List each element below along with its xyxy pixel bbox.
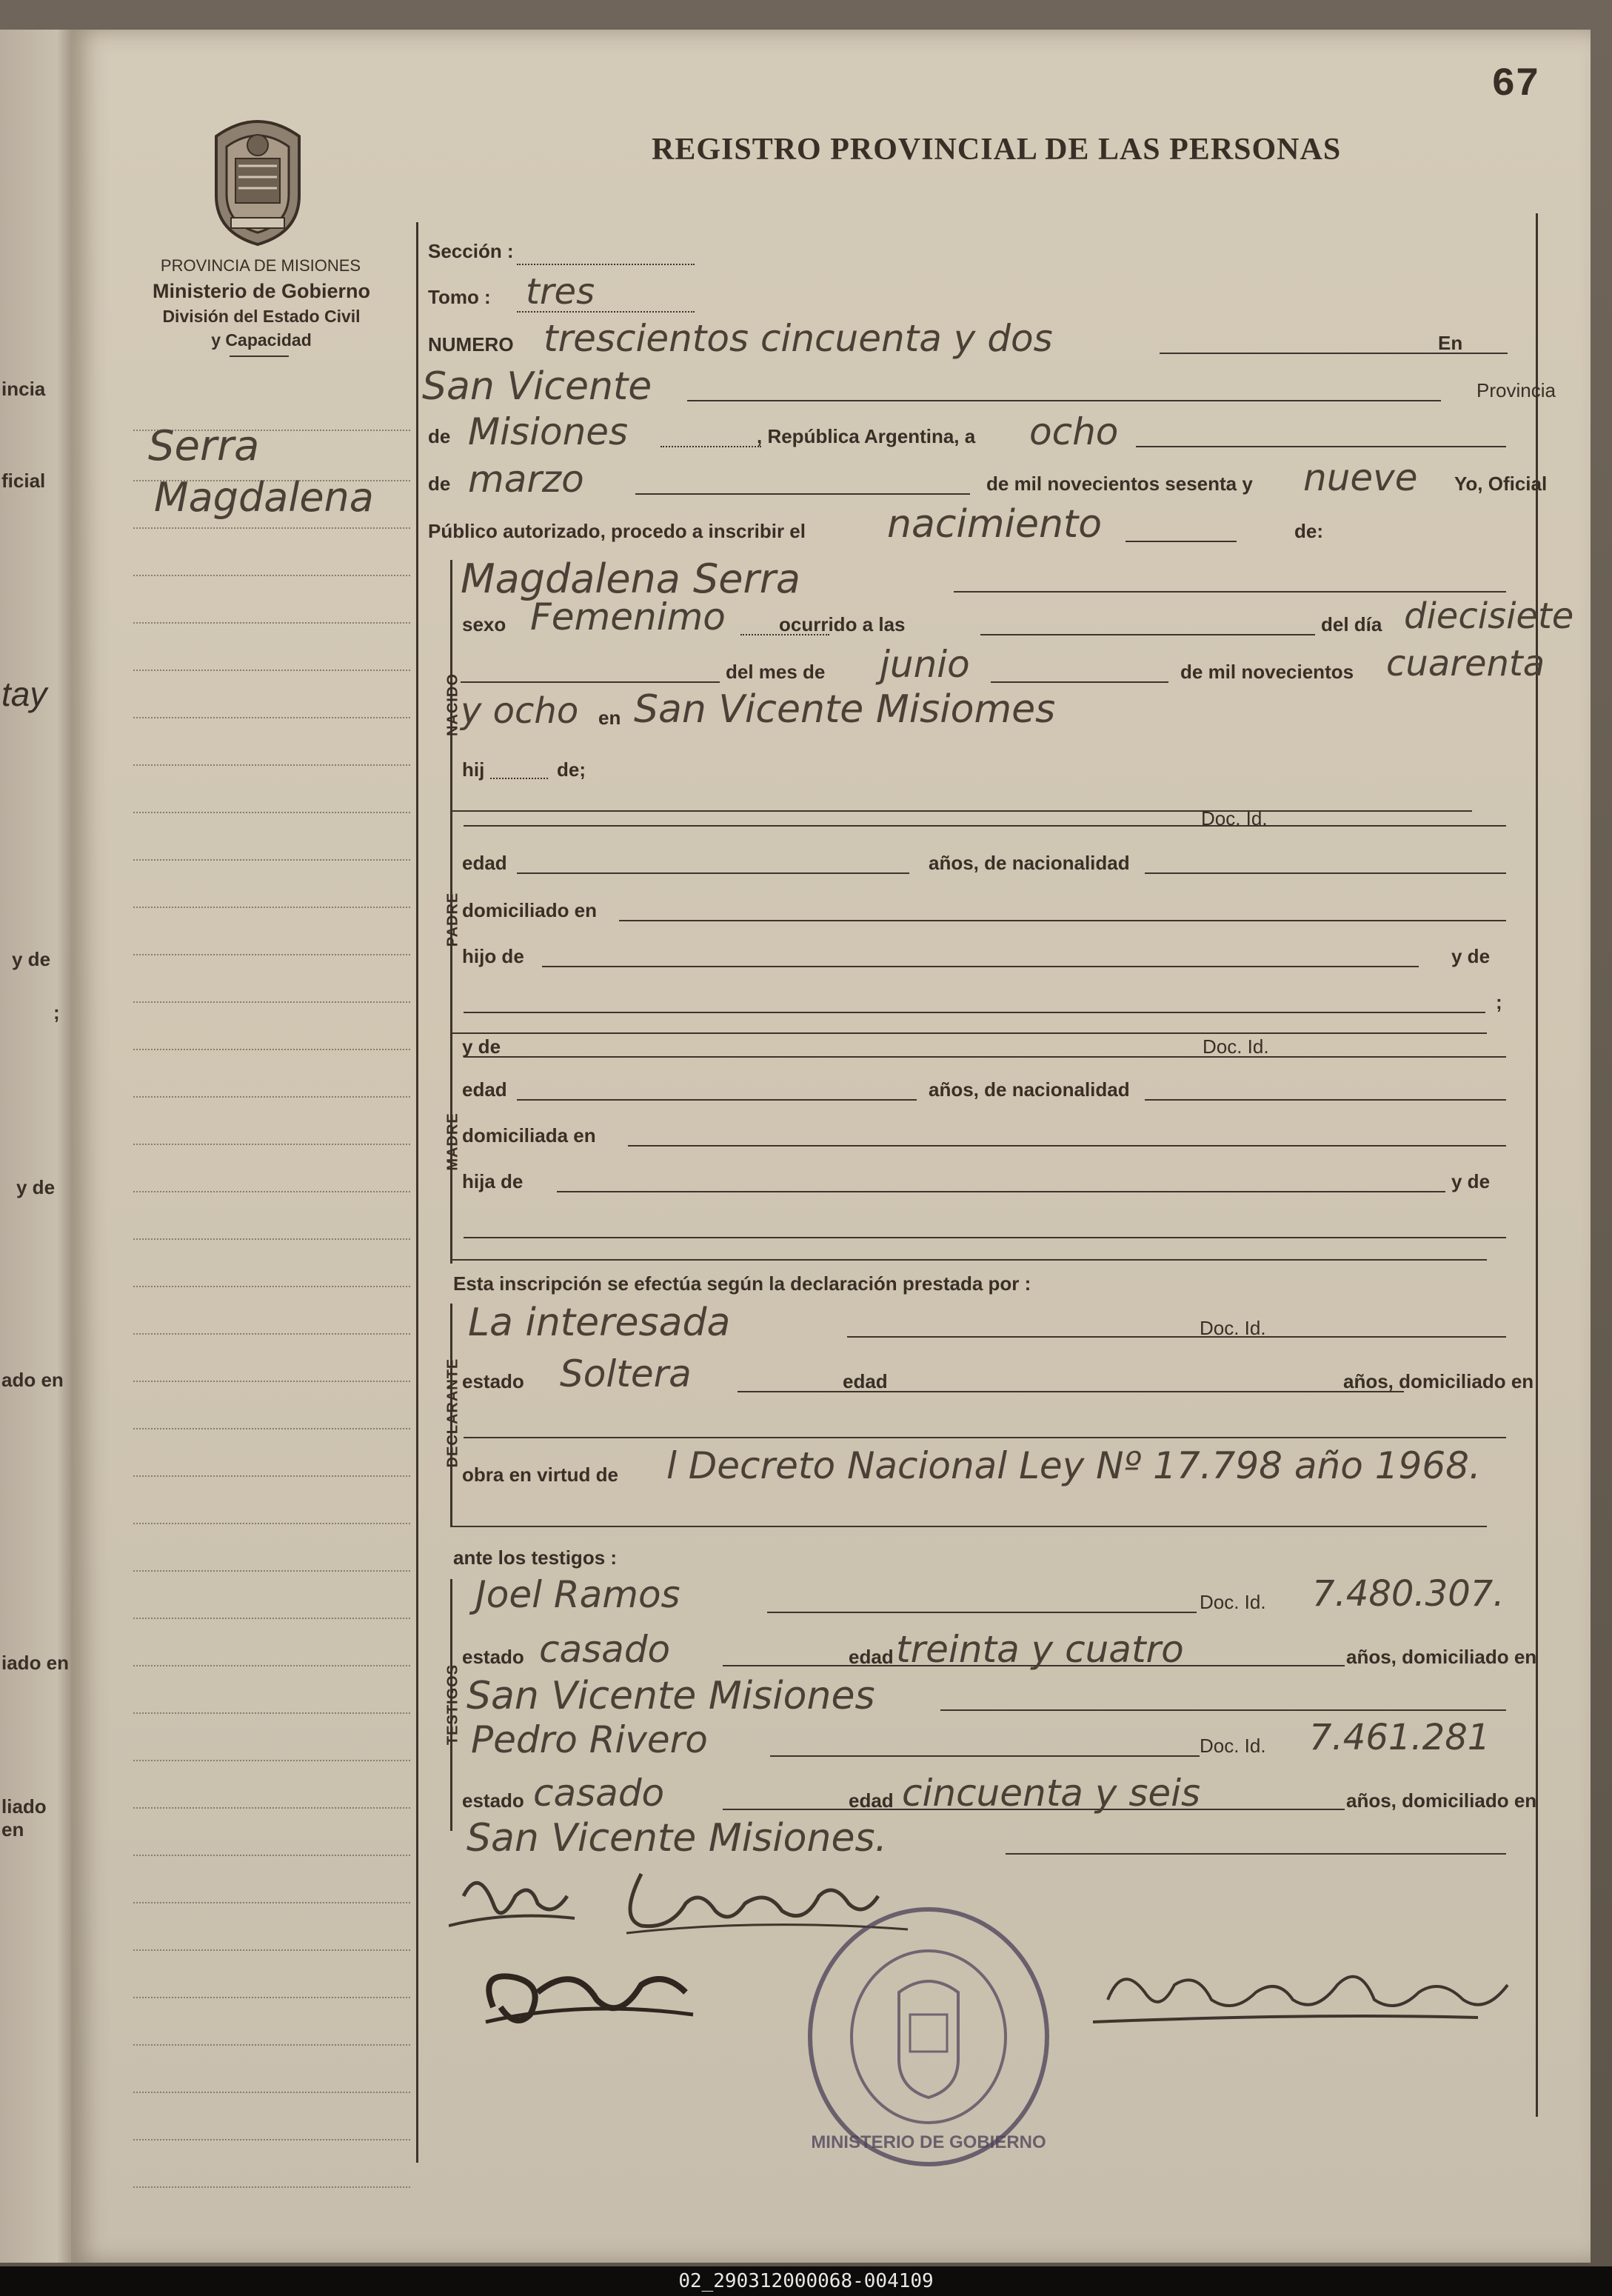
ocurrido-label: ocurrido a las: [779, 613, 906, 635]
file-id-bar: 02_290312000068-004109: [0, 2266, 1612, 2296]
day-value: ocho: [1029, 410, 1119, 453]
testigos-section-label: TESTIGOS: [444, 1663, 461, 1746]
dia-value: diecisiete: [1404, 595, 1574, 637]
left-fragment-8: iado en: [1, 1652, 70, 1674]
madre-domicilio-label: domiciliada en: [462, 1124, 596, 1147]
left-fragment-2: ficial: [1, 470, 46, 492]
madre-domicilio-line: [628, 1145, 1506, 1147]
padre-top-line: [450, 810, 1472, 812]
testigo2-name: Pedro Rivero: [471, 1718, 708, 1761]
page-number: 67: [1491, 62, 1539, 107]
padre-yde-label: y de: [1451, 945, 1491, 967]
de3-label: de:: [1294, 520, 1323, 542]
frame-left-border: [416, 222, 418, 2163]
lugar-value: San Vicente Misiomes: [634, 687, 1056, 732]
nacido-en-label: en: [598, 707, 621, 729]
del-dia-label: del día: [1321, 613, 1382, 635]
left-fragment-6: y de: [16, 1176, 56, 1198]
left-fragment-1: incia: [1, 378, 46, 400]
sexo-value: Femenimo: [530, 595, 726, 638]
padre-semicolon: ;: [1496, 991, 1502, 1013]
tomo-value: tres: [526, 271, 595, 313]
padre-domicilio-label: domiciliado en: [462, 899, 598, 921]
testigo2-domicilio-value: San Vicente Misiones.: [466, 1816, 888, 1861]
padre-bottom-line: [450, 1032, 1487, 1034]
margin-surname: Serra: [148, 422, 260, 470]
declarante-estado-label: estado: [462, 1370, 524, 1392]
office-line-4: y Capacidad: [211, 330, 312, 350]
hij-label: hij: [462, 758, 485, 781]
madre-doc-label: Doc. Id.: [1203, 1035, 1269, 1058]
tomo-line: [517, 311, 695, 313]
seccion-label: Sección :: [428, 240, 514, 262]
padre-nac-label: años, de nacionalidad: [929, 852, 1130, 874]
testigo2-estado-value: casado: [533, 1772, 665, 1815]
de2-label: de: [428, 473, 451, 495]
testigo2-doc-value: 7.461.281: [1309, 1717, 1491, 1758]
declarante-section-label: DECLARANTE: [444, 1358, 461, 1468]
padre-edad-label: edad: [462, 852, 507, 874]
year-prefix-label: de mil novecientos sesenta y: [986, 473, 1253, 495]
office-divider: [230, 356, 289, 357]
madre-section-label: MADRE: [444, 1112, 461, 1171]
place-line: [687, 400, 1441, 401]
padre-hijo-line: [542, 966, 1419, 967]
official-stamp-image: [795, 1896, 1062, 2177]
page-title: REGISTRO PROVINCIAL DE LAS PERSONAS: [652, 133, 1342, 167]
testigo2-name-line: [770, 1755, 1200, 1757]
del-mes-label: del mes de: [726, 661, 826, 683]
madre-nac-label: años, de nacionalidad: [929, 1078, 1130, 1101]
mes-line: [991, 681, 1168, 683]
declarante-edad-label: edad: [843, 1370, 888, 1392]
nacido-name-value: Magdalena Serra: [461, 555, 801, 602]
anio-value-1: cuarenta: [1386, 643, 1545, 684]
hij-line: [490, 778, 548, 779]
declarante-estado-value: Soltera: [560, 1352, 692, 1395]
left-fragment-3: tay: [1, 675, 47, 713]
testigo1-estado-value: casado: [539, 1628, 671, 1671]
testigo2-edad-value: cincuenta y seis: [902, 1772, 1201, 1815]
registrar-signature-image: [1093, 1955, 1537, 2029]
province-line: [660, 446, 761, 447]
nacido-blank-line: [461, 681, 720, 683]
oficial-label: Yo, Oficial: [1454, 473, 1548, 495]
office-line-2: Ministerio de Gobierno: [152, 280, 371, 302]
testigo2-estado-label: estado: [462, 1789, 524, 1812]
testigo1-edad-label: edad: [849, 1646, 894, 1668]
testigos-intro: ante los testigos :: [453, 1546, 618, 1569]
svg-text:MINISTERIO DE GOBIERNO: MINISTERIO DE GOBIERNO: [811, 2132, 1046, 2152]
tomo-label: Tomo :: [428, 286, 491, 308]
month-line: [635, 493, 970, 495]
testigo1-doc-label: Doc. Id.: [1200, 1591, 1266, 1613]
testigo2-anios-label: años, domiciliado en: [1346, 1789, 1537, 1812]
declarante-anios-label: años, domiciliado en: [1343, 1370, 1534, 1392]
testigo1-edad-value: treinta y cuatro: [896, 1628, 1184, 1671]
province-value: Misiones: [468, 410, 629, 453]
madre-last-line: [464, 1237, 1506, 1238]
madre-yde-label: y de: [462, 1035, 501, 1058]
hij-de-label: de;: [557, 758, 586, 781]
numero-value: trescientos cincuenta y dos: [544, 317, 1053, 360]
day-line: [1136, 446, 1506, 447]
madre-edad-label: edad: [462, 1078, 507, 1101]
sexo-label: sexo: [462, 613, 506, 635]
nacido-name-line: [954, 591, 1506, 593]
left-fragment-9: liado en: [1, 1795, 47, 1841]
office-line-3: División del Estado Civil: [162, 307, 361, 326]
nacido-section-label: NACIDO: [444, 673, 461, 736]
testigo2-doc-label: Doc. Id.: [1200, 1735, 1266, 1757]
testigo1-domicilio-line: [940, 1709, 1506, 1711]
testigo1-name-line: [767, 1612, 1197, 1613]
left-fragment-5: ;: [53, 1001, 60, 1024]
office-line-1: PROVINCIA DE MISIONES: [160, 256, 361, 275]
testigo2-edad-label: edad: [849, 1789, 894, 1812]
padre-nac-line: [1145, 872, 1506, 874]
madre-hija-label: hija de: [462, 1170, 524, 1192]
madre-yde2-label: y de: [1451, 1170, 1491, 1192]
testigo1-doc-value: 7.480.307.: [1312, 1573, 1505, 1615]
declarante-domicilio-line: [464, 1437, 1506, 1438]
testigo1-anios-label: años, domiciliado en: [1346, 1646, 1537, 1668]
declarante-name-value: La interesada: [468, 1301, 731, 1345]
act-line: [1126, 541, 1237, 542]
padre-domicilio-line: [619, 920, 1506, 921]
testigo1-estado-label: estado: [462, 1646, 524, 1668]
mes-value: junio: [880, 643, 970, 686]
left-fragment-7: ado en: [1, 1369, 64, 1391]
en-label: En: [1438, 332, 1463, 354]
obra-value: l Decreto Nacional Ley Nº 17.798 año 1968.: [666, 1444, 1481, 1487]
padre-hijo-label: hijo de: [462, 945, 524, 967]
padre-doc-line: [1274, 825, 1506, 827]
madre-hija-line: [557, 1191, 1445, 1192]
declarante-bottom-line: [450, 1526, 1487, 1527]
place-value: San Vicente: [422, 364, 652, 409]
republica-label: , República Argentina, a: [757, 425, 976, 447]
anio-value-2: y ocho: [461, 690, 579, 732]
register-page: [71, 30, 1591, 2263]
de-label: de: [428, 425, 451, 447]
madre-bottom-line: [450, 1259, 1487, 1261]
padre-edad-line: [517, 872, 909, 874]
madre-edad-line: [517, 1099, 917, 1101]
act-value: nacimiento: [887, 502, 1103, 547]
provincia-label: Provincia: [1476, 379, 1556, 401]
madre-nac-line: [1145, 1099, 1506, 1101]
padre-section-label: PADRE: [444, 892, 461, 947]
obra-label: obra en virtud de: [462, 1464, 618, 1486]
declarante-name-line: [847, 1336, 1506, 1338]
seccion-line: [517, 264, 695, 265]
declarante-estado-line: [738, 1391, 1404, 1392]
frame-right-border: [1536, 213, 1538, 2117]
testigo1-domicilio-value: San Vicente Misiones: [466, 1674, 875, 1718]
declarante-doc-label: Doc. Id.: [1200, 1317, 1266, 1339]
testigo1-name: Joel Ramos: [475, 1573, 680, 1616]
mil-label: de mil novecientos: [1180, 661, 1354, 683]
left-fragment-4: y de: [12, 948, 51, 970]
ocurrido-line: [980, 634, 1315, 635]
year-value: nueve: [1303, 456, 1418, 499]
publico-label: Público autorizado, procedo a inscribir el: [428, 520, 806, 542]
left-page-fragment: [0, 30, 71, 2263]
numero-label: NUMERO: [428, 333, 514, 356]
coat-of-arms-icon: [209, 114, 307, 247]
madre-name-line: [464, 1056, 1506, 1058]
margin-given-name: Magdalena: [154, 474, 374, 521]
testigo2-domicilio-line: [1006, 1853, 1506, 1855]
declarante-intro: Esta inscripción se efectúa según la declaración prestada por :: [453, 1272, 1031, 1295]
padre-doc-label: Doc. Id.: [1201, 807, 1268, 830]
padre-last-line: [464, 1012, 1485, 1013]
official-signature-image: [471, 1955, 708, 2037]
month-value: marzo: [468, 458, 584, 501]
